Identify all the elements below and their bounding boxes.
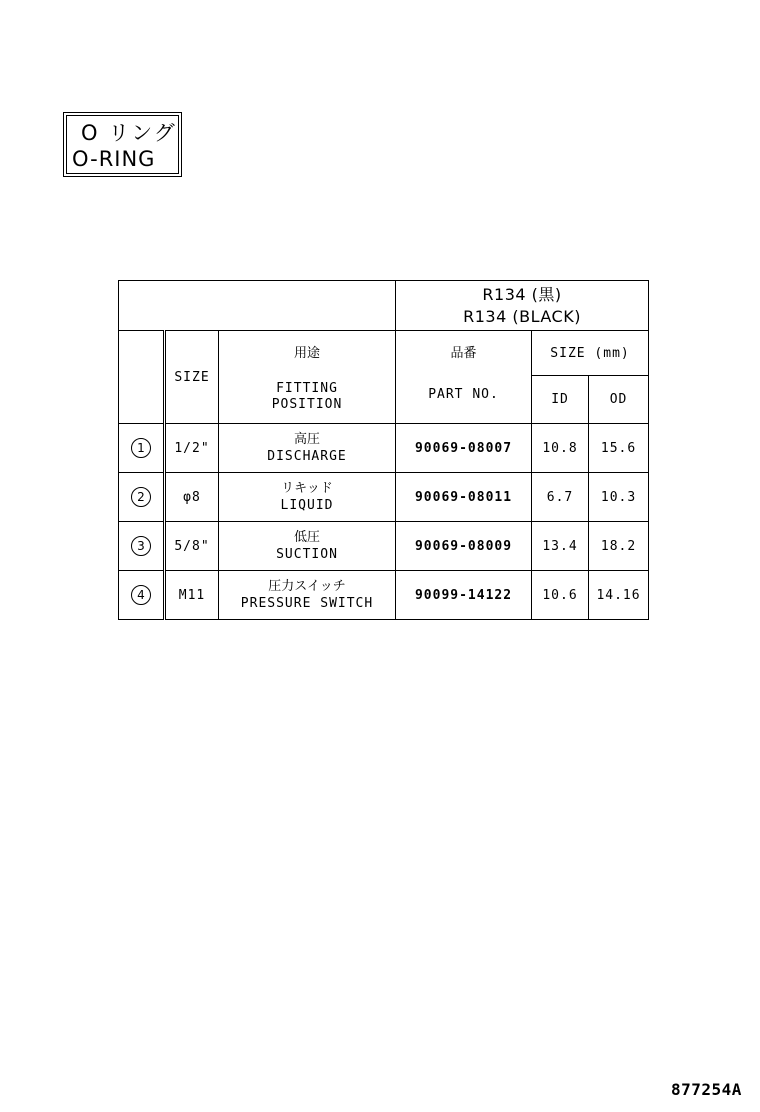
row-part-no: 90069-08007 [396, 424, 532, 473]
header-size-mm: SIZE (mm) [532, 331, 649, 376]
row-part-no: 90069-08009 [396, 522, 532, 571]
row-number: 3 [119, 522, 165, 571]
header-part-no: 品番 PART NO. [396, 331, 532, 424]
refrigerant-en: R134 (BLACK) [463, 306, 581, 326]
row-size: M11 [165, 571, 219, 620]
row-part-no: 90069-08011 [396, 473, 532, 522]
header-size: SIZE [165, 331, 219, 424]
row-number: 1 [119, 424, 165, 473]
row-id: 6.7 [532, 473, 589, 522]
title-jp: O リング [81, 121, 177, 145]
row-fitting: 高圧 DISCHARGE [219, 424, 396, 473]
row-size: φ8 [165, 473, 219, 522]
header-id: ID [532, 376, 589, 424]
row-fitting: 圧力スイッチ PRESSURE SWITCH [219, 571, 396, 620]
row-number: 4 [119, 571, 165, 620]
title-en: O-RING [72, 147, 156, 171]
row-id: 10.6 [532, 571, 589, 620]
row-id: 10.8 [532, 424, 589, 473]
row-od: 10.3 [589, 473, 649, 522]
row-od: 15.6 [589, 424, 649, 473]
row-id: 13.4 [532, 522, 589, 571]
row-od: 14.16 [589, 571, 649, 620]
table-row [119, 473, 649, 522]
row-fitting: リキッド LIQUID [219, 473, 396, 522]
header-fitting: 用途 FITTING POSITION [219, 331, 396, 424]
figure-code: 877254A [671, 1080, 742, 1099]
row-fitting: 低圧 SUCTION [219, 522, 396, 571]
row-part-no: 90099-14122 [396, 571, 532, 620]
table-row [119, 424, 649, 473]
header-od: OD [589, 376, 649, 424]
refrigerant-header [396, 281, 649, 331]
refrigerant-jp: R134 (黒) [482, 284, 562, 304]
title-box [66, 115, 179, 174]
o-ring-spec-table [118, 280, 649, 620]
header-index [119, 331, 165, 424]
table-row [119, 571, 649, 620]
header-blank [119, 281, 396, 331]
row-od: 18.2 [589, 522, 649, 571]
row-size: 1/2" [165, 424, 219, 473]
table-row [119, 522, 649, 571]
row-size: 5/8" [165, 522, 219, 571]
row-number: 2 [119, 473, 165, 522]
